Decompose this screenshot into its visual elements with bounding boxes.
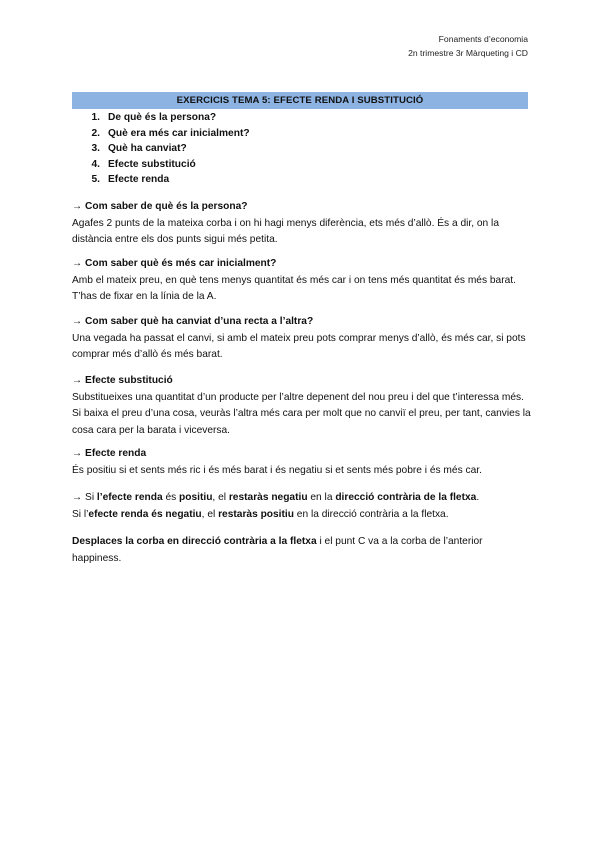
section-body: És positiu si et sents més ric i és més barat i és negatiu si et sents més pobre i és més car. bbox=[72, 464, 482, 476]
header-course: Fonaments d’economia bbox=[438, 34, 528, 44]
section-heading: → Efecte renda bbox=[72, 448, 147, 459]
toc-num: 4. bbox=[91, 158, 100, 170]
toc-num: 2. bbox=[91, 127, 100, 139]
section-body: Substitueixes una quantitat d’un producte per l’altre depenent del nou preu i del que t’interessa més. Si baixa el preu d’una cosa, veuràs l’altra més cara per molt que no canviï el preu, per tant, canvies la cosa cara per la barata i viceversa. bbox=[72, 391, 531, 436]
text-run: → Si bbox=[72, 492, 97, 503]
text-run: és bbox=[162, 492, 180, 503]
toc-item bbox=[72, 126, 250, 142]
text-run-bold: efecte renda és negatiu bbox=[88, 508, 202, 520]
page-header bbox=[408, 32, 528, 60]
document-title: EXERCICIS TEMA 5: EFECTE RENDA I SUBSTITUCIÓ bbox=[72, 92, 528, 109]
section-person bbox=[72, 199, 532, 249]
section-income bbox=[72, 446, 532, 479]
text-run: Si l’ bbox=[72, 508, 89, 520]
text-run: . bbox=[476, 492, 480, 503]
section-change bbox=[72, 314, 532, 364]
curve-text bbox=[72, 534, 532, 567]
text-run: en la bbox=[307, 492, 336, 503]
text-run-bold: restaràs negatiu bbox=[228, 492, 308, 503]
toc-num: 3. bbox=[91, 143, 100, 154]
text-run: , el bbox=[201, 508, 219, 520]
section-heading: → Com saber què és més car inicialment? bbox=[72, 258, 277, 269]
text-run-bold: Desplaces la corba en direcció contrària a la fletxa bbox=[72, 536, 317, 547]
toc-item bbox=[72, 141, 250, 157]
section-body: Amb el mateix preu, en què tens menys quantitat és més car i on tens més quantitat és més barat. T’has de fixar en la línia de la A. bbox=[72, 274, 516, 302]
text-run-bold: positiu bbox=[179, 492, 213, 503]
toc-item bbox=[72, 172, 250, 188]
rule-line-1 bbox=[72, 490, 532, 507]
toc-item bbox=[72, 110, 250, 126]
text-run-bold: direcció contrària de la fletxa bbox=[335, 492, 477, 503]
toc-item bbox=[72, 157, 250, 173]
section-body: Agafes 2 punts de la mateixa corba i on hi hagi menys diferència, ets més d’allò. És a dir, on la distància entre els dos punts sigui més petita. bbox=[72, 217, 499, 245]
toc-label: Efecte substitució bbox=[108, 158, 196, 170]
section-expensive bbox=[72, 256, 532, 306]
section-heading: → Com saber què ha canviat d’una recta a l’altra? bbox=[72, 316, 314, 327]
text-run: en la direcció contrària a la fletxa. bbox=[293, 508, 449, 520]
header-term: 2n trimestre 3r Màrqueting i CD bbox=[408, 48, 528, 58]
toc-num: 5. bbox=[91, 174, 100, 185]
toc-label: Efecte renda bbox=[108, 174, 170, 185]
section-rule bbox=[72, 490, 532, 523]
toc-label: De què és la persona? bbox=[108, 112, 217, 123]
section-curve bbox=[72, 534, 532, 567]
section-body: Una vegada ha passat el canvi, si amb el mateix preu pots comprar menys d’allò, és més car, si pots comprar més d’allò és més barat. bbox=[72, 332, 526, 360]
text-run-bold: l’efecte renda bbox=[96, 492, 163, 503]
text-run-bold: restaràs positiu bbox=[218, 508, 294, 520]
section-substitution bbox=[72, 373, 532, 439]
toc-label: Què era més car inicialment? bbox=[108, 127, 250, 139]
toc-label: Què ha canviat? bbox=[108, 143, 187, 154]
toc-num: 1. bbox=[91, 112, 100, 123]
text-run: i el punt C va a la corba de l’anterior happiness. bbox=[72, 536, 483, 564]
rule-line-2 bbox=[72, 507, 532, 524]
toc-list bbox=[72, 110, 250, 188]
section-heading: → Efecte substitució bbox=[72, 375, 173, 386]
section-heading: → Com saber de què és la persona? bbox=[72, 201, 248, 212]
text-run: , el bbox=[212, 492, 229, 503]
